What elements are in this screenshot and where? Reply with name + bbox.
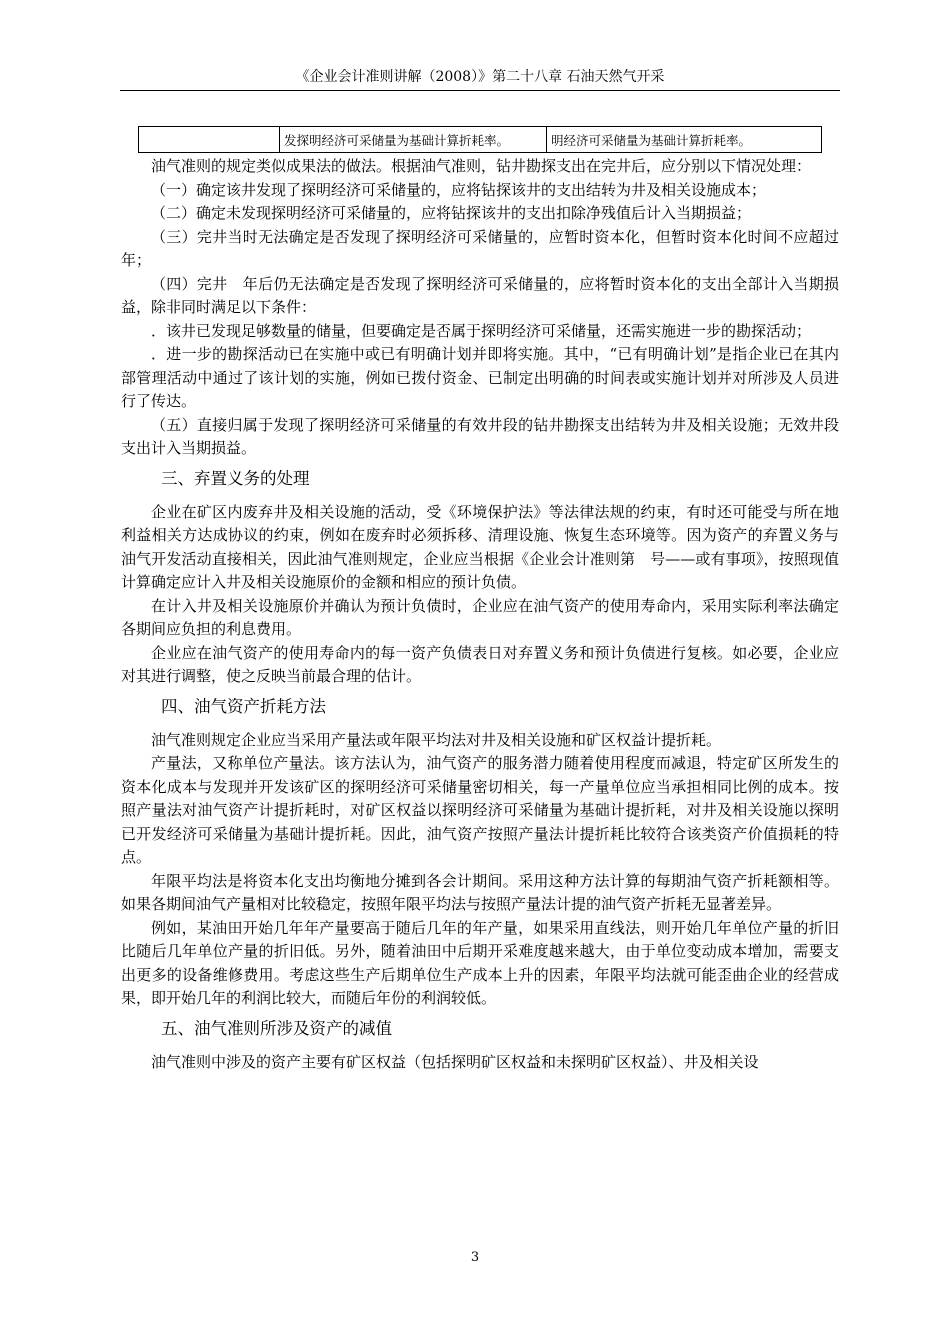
section-heading: 四、油气资产折耗方法: [161, 696, 326, 716]
table-cell: 明经济可采储量为基础计算折耗率。: [547, 127, 822, 153]
paragraph: （五）直接归属于发现了探明经济可采储量的有效井段的钻井勘探支出结转为井及相关设施；无效井段支出计入当期损益。: [121, 415, 839, 457]
paragraph: 产量法，又称单位产量法。该方法认为，油气资产的服务潜力随着使用程度而减退，特定矿区所发生的资本化成本与发现并开发该矿区的探明经济可采储量密切相关，每一产量单位应当承担相同比例的成本。按照产量法对油气资产计提折耗时，对矿区权益以探明经济可采储量为基础计提折耗，对井及相关设施以探明已开发经济可采储量为基础计提折耗。因此，油气资产按照产量法计提折耗比较符合该类资产价值损耗的特点。: [121, 754, 839, 866]
paragraph: 油气准则的规定类似成果法的做法。根据油气准则，钻井勘探支出在完井后，应分别以下情况处理：: [151, 157, 812, 175]
paragraph: （二）确定未发现探明经济可采储量的，应将钻探该井的支出扣除净残值后计入当期损益；: [151, 204, 752, 222]
page-header: 《企业会计准则讲解（2008）》第二十八章 石油天然气开采: [295, 69, 665, 85]
table-cell: 发探明经济可采储量为基础计算折耗率。: [280, 127, 547, 153]
section-heading: 三、弃置义务的处理: [161, 468, 310, 488]
paragraph: 油气准则中涉及的资产主要有矿区权益（包括探明矿区权益和未探明矿区权益）、井及相关设: [151, 1052, 759, 1071]
paragraph: ．进一步的勘探活动已在实施中或已有明确计划并即将实施。其中，“已有明确计划”是指企业已在其内部管理活动中通过了该计划的实施，例如已拨付资金、已制定出明确的时间表或实施计划并对所涉及人员进行了传达。: [121, 345, 839, 410]
page-number: 3: [470, 1250, 480, 1265]
paragraph: （一）确定该井发现了探明经济可采储量的，应将钻探该井的支出结转为井及相关设施成本；: [151, 180, 767, 199]
paragraph: 企业在矿区内废弃井及相关设施的活动，受《环境保护法》等法律法规的约束，有时还可能受与所在地利益相关方达成协议的约束，例如在废弃时必须拆移、清理设施、恢复生态环境等。因为资产的弃置义务与油气开发活动直接相关，因此油气准则规定，企业应当根据《企业会计准则第 号——或有事项》，按照现值计算确定应计入井及相关设施原价的金额和相应的预计负债。: [121, 502, 839, 591]
paragraph: 在计入井及相关设施原价并确认为预计负债时，企业应在油气资产的使用寿命内，采用实际利率法确定各期间应负担的利息费用。: [121, 596, 839, 638]
paragraph: 企业应在油气资产的使用寿命内的每一资产负债表日对弃置义务和预计负债进行复核。如必要，企业应对其进行调整，使之反映当前最合理的估计。: [121, 643, 839, 685]
paragraph: 年限平均法是将资本化支出均衡地分摊到各会计期间。采用这种方法计算的每期油气资产折耗额相等。如果各期间油气产量相对比较稳定，按照年限平均法与按照产量法计提的油气资产折耗无显著差异。: [121, 871, 839, 913]
table-cell: [139, 127, 280, 153]
table-fragment: [138, 126, 822, 153]
header-rule: [120, 90, 840, 91]
table-row: [139, 127, 822, 153]
section-heading: 五、油气准则所涉及资产的减值: [161, 1018, 392, 1038]
paragraph: 油气准则规定企业应当采用产量法或年限平均法对井及相关设施和矿区权益计提折耗。: [151, 730, 722, 749]
paragraph: 例如，某油田开始几年年产量要高于随后几年的年产量，如果采用直线法，则开始几年单位产量的折旧比随后几年单位产量的折旧低。另外，随着油田中后期开采难度越来越大，由于单位变动成本增加，需要支出更多的设备维修费用。考虑这些生产后期单位生产成本上升的因素，年限平均法就可能歪曲企业的经营成果，即开始几年的利润比较大，而随后年份的利润较低。: [121, 918, 839, 1007]
paragraph: （三）完井当时无法确定是否发现了探明经济可采储量的，应暂时资本化，但暂时资本化时间不应超过 年；: [121, 227, 855, 269]
document-body: [121, 155, 855, 1074]
paragraph: ．该井已发现足够数量的储量，但要确定是否属于探明经济可采储量，还需实施进一步的勘探活动；: [151, 321, 812, 340]
paragraph: （四）完井 年后仍无法确定是否发现了探明经济可采储量的，应将暂时资本化的支出全部计入当期损益，除非同时满足以下条件：: [121, 274, 839, 316]
